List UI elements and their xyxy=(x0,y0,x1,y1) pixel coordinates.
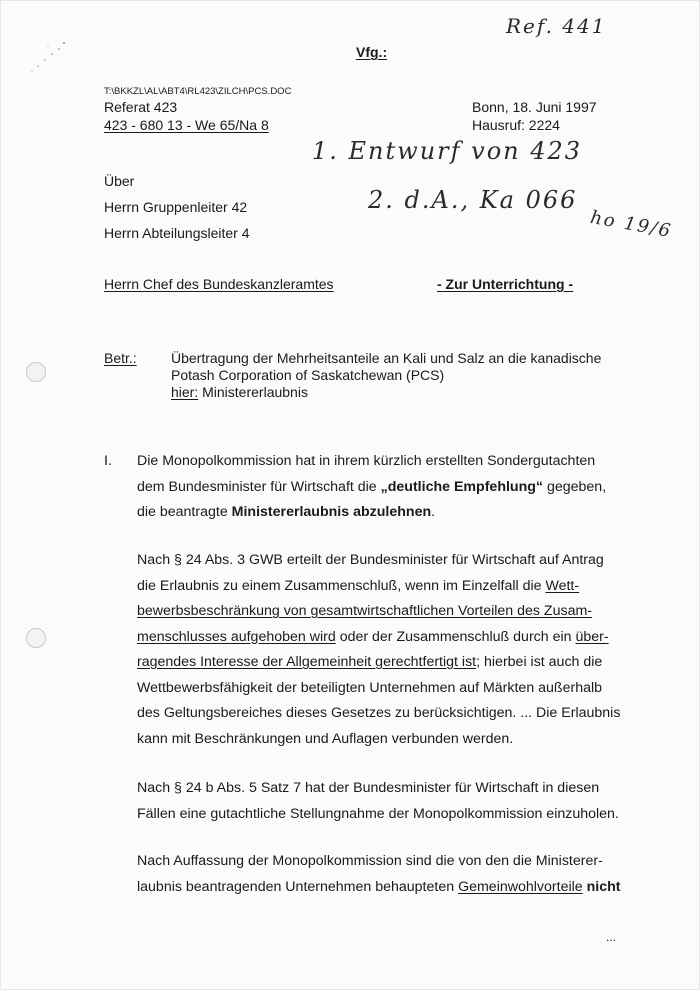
p1-text: die beantragte xyxy=(137,504,232,520)
p2-line: Wettbewerbsfähigkeit der beteiligten Unternehmen auf Märkten außerhalb xyxy=(137,679,603,696)
routing-line-2: Herrn Abteilungsleiter 4 xyxy=(104,225,250,241)
p1-text: gegeben, xyxy=(543,478,607,495)
p3-line: Nach § 24 b Abs. 5 Satz 7 hat der Bundesminister für Wirtschaft in diesen xyxy=(137,780,600,796)
punch-hole-bottom xyxy=(26,628,46,648)
referat: Referat 423 xyxy=(104,99,178,115)
routing-line-1: Herrn Gruppenleiter 42 xyxy=(104,199,248,215)
p4-line xyxy=(137,875,637,901)
p2-line xyxy=(137,625,637,651)
p2-line: kann mit Beschränkungen und Auflagen verbunden werden. xyxy=(137,730,514,747)
p2-line: des Geltungsbereiches dieses Gesetzes zu berücksichtigen. ... Die Erlaubnis xyxy=(137,705,621,721)
p2-underlined: menschlusses aufgehoben wird xyxy=(137,628,336,645)
paragraph-4 xyxy=(137,849,637,900)
p2-underlined: Wett- xyxy=(545,577,580,594)
continuation-mark: ... xyxy=(606,930,617,944)
p2-line xyxy=(137,650,637,676)
p1-emphasis: Ministererlaubnis abzulehnen xyxy=(231,504,432,520)
subject-hier-line xyxy=(171,384,601,401)
place-date: Bonn, 18. Juni 1997 xyxy=(472,99,597,115)
p4-emphasis: nicht xyxy=(586,878,621,895)
handwritten-initial-note: ho 19/6 xyxy=(588,206,674,243)
p2-text: oder der Zusammenschluß durch ein xyxy=(335,628,576,645)
aktenzeichen: 423 - 680 13 - We 65/Na 8 xyxy=(104,117,269,133)
file-path: T:\BKKZL\AL\ABT4\RL423\ZILCH\PCS.DOC xyxy=(104,86,292,97)
p4-line: Nach Auffassung der Monopolkommission sind die von den die Ministerer- xyxy=(137,853,603,869)
p2-underlined: über- xyxy=(575,628,609,645)
subject-label: Betr.: xyxy=(104,350,137,366)
paragraph-2 xyxy=(137,548,637,752)
vfg-label: Vfg.: xyxy=(356,44,388,60)
paragraph-1 xyxy=(137,449,637,526)
p1-line xyxy=(137,500,637,526)
p2-line: bewerbsbeschränkung von gesamtwirtschaftlichen Vorteilen des Zusam- xyxy=(137,603,593,619)
p2-text: die Erlaubnis zu einem Zusammenschluß, wenn im Einzelfall die xyxy=(137,577,546,594)
section-number: I. xyxy=(104,453,112,469)
routing-ueber: Über xyxy=(104,173,135,189)
p2-underlined: ragendes Interesse der Allgemeinheit gerechtfertigt ist xyxy=(137,654,477,670)
p4-text: laubnis beantragenden Unternehmen behaupteten xyxy=(137,878,459,895)
handwritten-ref-note: Ref. 441 xyxy=(506,14,607,38)
subject-line-1: Übertragung der Mehrheitsanteile an Kali und Salz an die kanadische xyxy=(171,350,602,366)
hier-text: Ministererlaubnis xyxy=(202,384,308,400)
p1-line xyxy=(137,475,637,501)
paragraph-3 xyxy=(137,776,637,827)
punch-hole-top xyxy=(26,362,46,382)
handwritten-copy-note: 2. d.A., Ka 066 xyxy=(368,186,578,214)
addressee: Herrn Chef des Bundeskanzleramtes xyxy=(104,276,334,292)
handwritten-draft-note: 1. Entwurf von 423 xyxy=(312,137,583,165)
p3-line: Fällen eine gutachtliche Stellungnahme der Monopolkommission einzuholen. xyxy=(137,805,619,822)
p1-emphasis: „deutliche Empfehlung“ xyxy=(380,478,544,495)
p1-line: Die Monopolkommission hat in ihrem kürzlich erstellten Sondergutachten xyxy=(137,453,596,469)
p2-text: ; hierbei ist auch die xyxy=(476,654,603,670)
subject-text xyxy=(171,350,601,401)
p1-text: dem Bundesminister für Wirtschaft die xyxy=(137,478,381,495)
p1-text: . xyxy=(431,504,436,520)
hausruf: Hausruf: 2224 xyxy=(472,117,560,133)
subject-line-2: Potash Corporation of Saskatchewan (PCS) xyxy=(171,367,445,383)
purpose: - Zur Unterrichtung - xyxy=(437,276,574,292)
hier-label: hier: xyxy=(171,384,199,400)
scan-specks xyxy=(26,38,70,78)
p4-underlined: Gemeinwohlvorteile xyxy=(458,878,583,895)
p2-line: Nach § 24 Abs. 3 GWB erteilt der Bundesminister für Wirtschaft auf Antrag xyxy=(137,552,604,568)
p2-line xyxy=(137,574,637,600)
